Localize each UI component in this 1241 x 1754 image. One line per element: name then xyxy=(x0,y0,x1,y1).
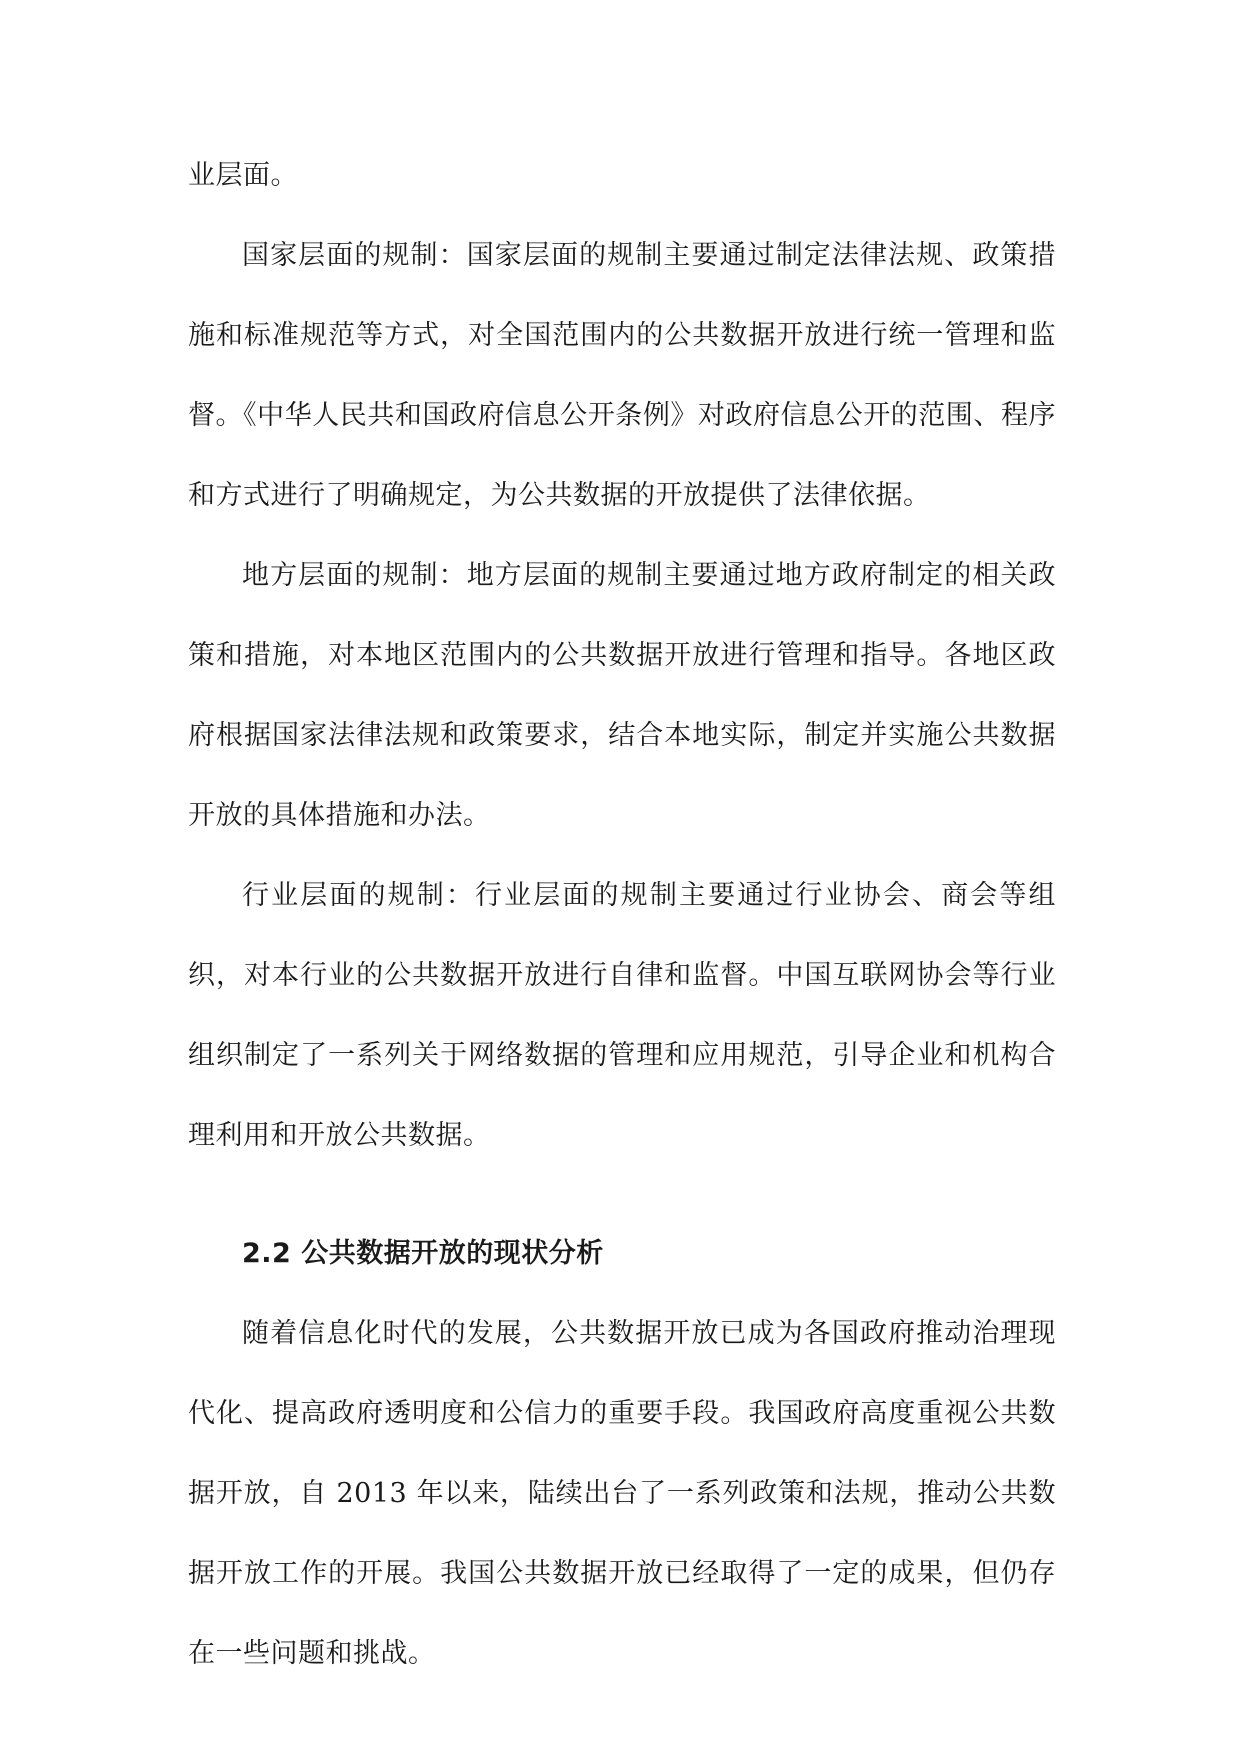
paragraph-local-regulation: 地方层面的规制：地方层面的规制主要通过地方政府制定的相关政策和措施，对本地区范围内的公共数据开放进行管理和指导。各地区政府根据国家法律法规和政策要求，结合本地实际，制定并实施公共数据开放的具体措施和办法。 xyxy=(188,560,1056,831)
section-heading: 2.2 公共数据开放的现状分析 xyxy=(242,1238,604,1269)
document-body xyxy=(188,136,1056,1694)
paragraph-continuation: 业层面。 xyxy=(188,160,298,191)
paragraph-national-regulation: 国家层面的规制：国家层面的规制主要通过制定法律法规、政策措施和标准规范等方式，对全国范围内的公共数据开放进行统一管理和监督。《中华人民共和国政府信息公开条例》对政府信息公开的范围、程序和方式进行了明确规定，为公共数据的开放提供了法律依据。 xyxy=(188,240,1056,511)
paragraph-status-analysis: 随着信息化时代的发展，公共数据开放已成为各国政府推动治理现代化、提高政府透明度和公信力的重要手段。我国政府高度重视公共数据开放，自 2013 年以来，陆续出台了一系列政策和法规，推动公共数据开放工作的开展。我国公共数据开放已经取得了一定的成果，但仍存在一些问题和挑战。 xyxy=(188,1318,1056,1669)
paragraph-industry-regulation: 行业层面的规制：行业层面的规制主要通过行业协会、商会等组织，对本行业的公共数据开放进行自律和监督。中国互联网协会等行业组织制定了一系列关于网络数据的管理和应用规范，引导企业和机构合理利用和开放公共数据。 xyxy=(188,880,1056,1151)
section-spacer xyxy=(188,1176,1056,1214)
